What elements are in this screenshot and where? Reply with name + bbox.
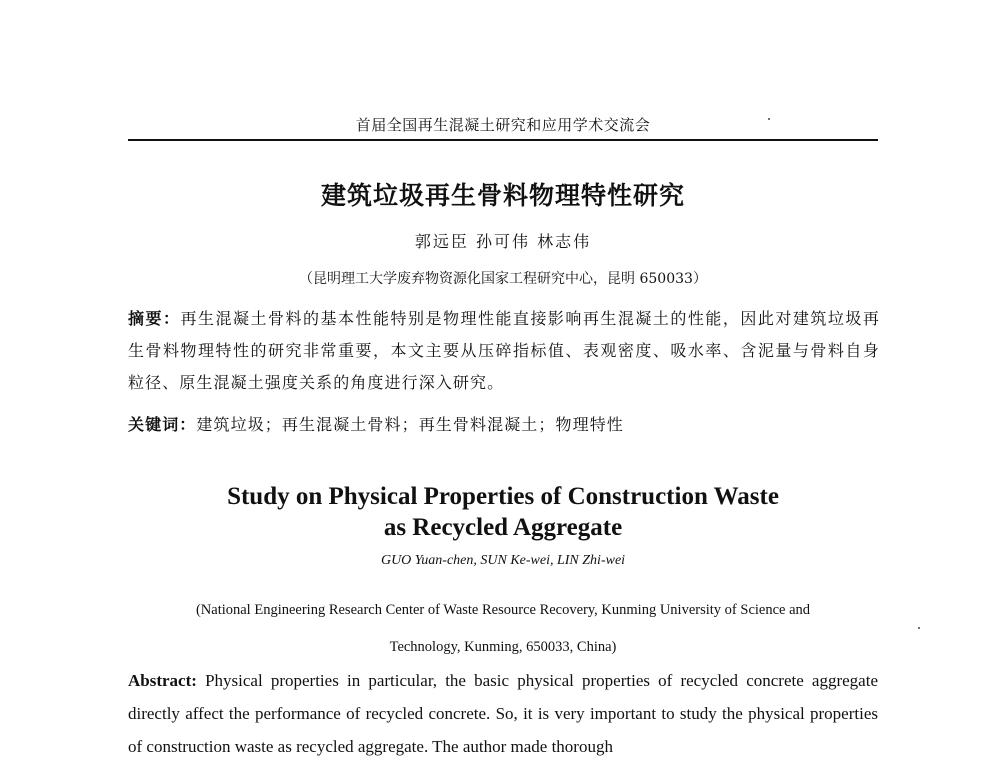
english-abstract-text: Physical properties in particular, the basic physical properties of recycled concrete aggregate directly affect the performance of recycled concrete. So, it is very important to study the physical properties of construction waste as recycled aggregate. The author made thorough <box>128 671 878 756</box>
chinese-title: 建筑垃圾再生骨料物理特性研究 <box>320 181 685 210</box>
running-header: 首届全国再生混凝土研究和应用学术交流会 <box>355 116 651 134</box>
header-rule <box>128 139 878 141</box>
chinese-abstract-label: 摘要： <box>128 309 181 328</box>
english-affiliation-line-2: Technology, Kunming, 650033, China) <box>389 639 617 655</box>
chinese-abstract-text: 再生混凝土骨料的基本性能特别是物理性能直接影响再生混凝土的性能，因此对建筑垃圾再生骨料物理特性的研究非常重要，本文主要从压碎指标值、表观密度、吸水率、含泥量与骨料自身粒径、原生混凝土强度关系的角度进行深入研究。 <box>128 309 880 392</box>
english-affiliation-line-1: (National Engineering Research Center of Waste Resource Recovery, Kunming University of Science and <box>195 602 811 618</box>
english-affiliation <box>150 592 856 666</box>
chinese-keywords-text: 建筑垃圾；再生混凝土骨料；再生骨料混凝土；物理特性 <box>196 415 624 434</box>
scan-speck <box>918 627 920 629</box>
chinese-abstract <box>128 303 880 399</box>
chinese-keywords <box>128 411 880 439</box>
english-title-line-2: as Recycled Aggregate <box>383 514 623 541</box>
english-title-line-1: Study on Physical Properties of Construction Waste <box>227 483 779 510</box>
chinese-affiliation: （昆明理工大学废弃物资源化国家工程研究中心，昆明 650033） <box>299 271 707 287</box>
scan-speck <box>768 118 770 120</box>
english-authors: GUO Yuan-chen, SUN Ke-wei, LIN Zhi-wei <box>380 553 626 568</box>
english-abstract-label: Abstract: <box>128 671 197 690</box>
chinese-authors: 郭远臣 孙可伟 林志伟 <box>414 232 592 251</box>
english-abstract <box>128 664 878 763</box>
english-title <box>128 481 878 543</box>
chinese-keywords-label: 关键词： <box>128 415 197 434</box>
